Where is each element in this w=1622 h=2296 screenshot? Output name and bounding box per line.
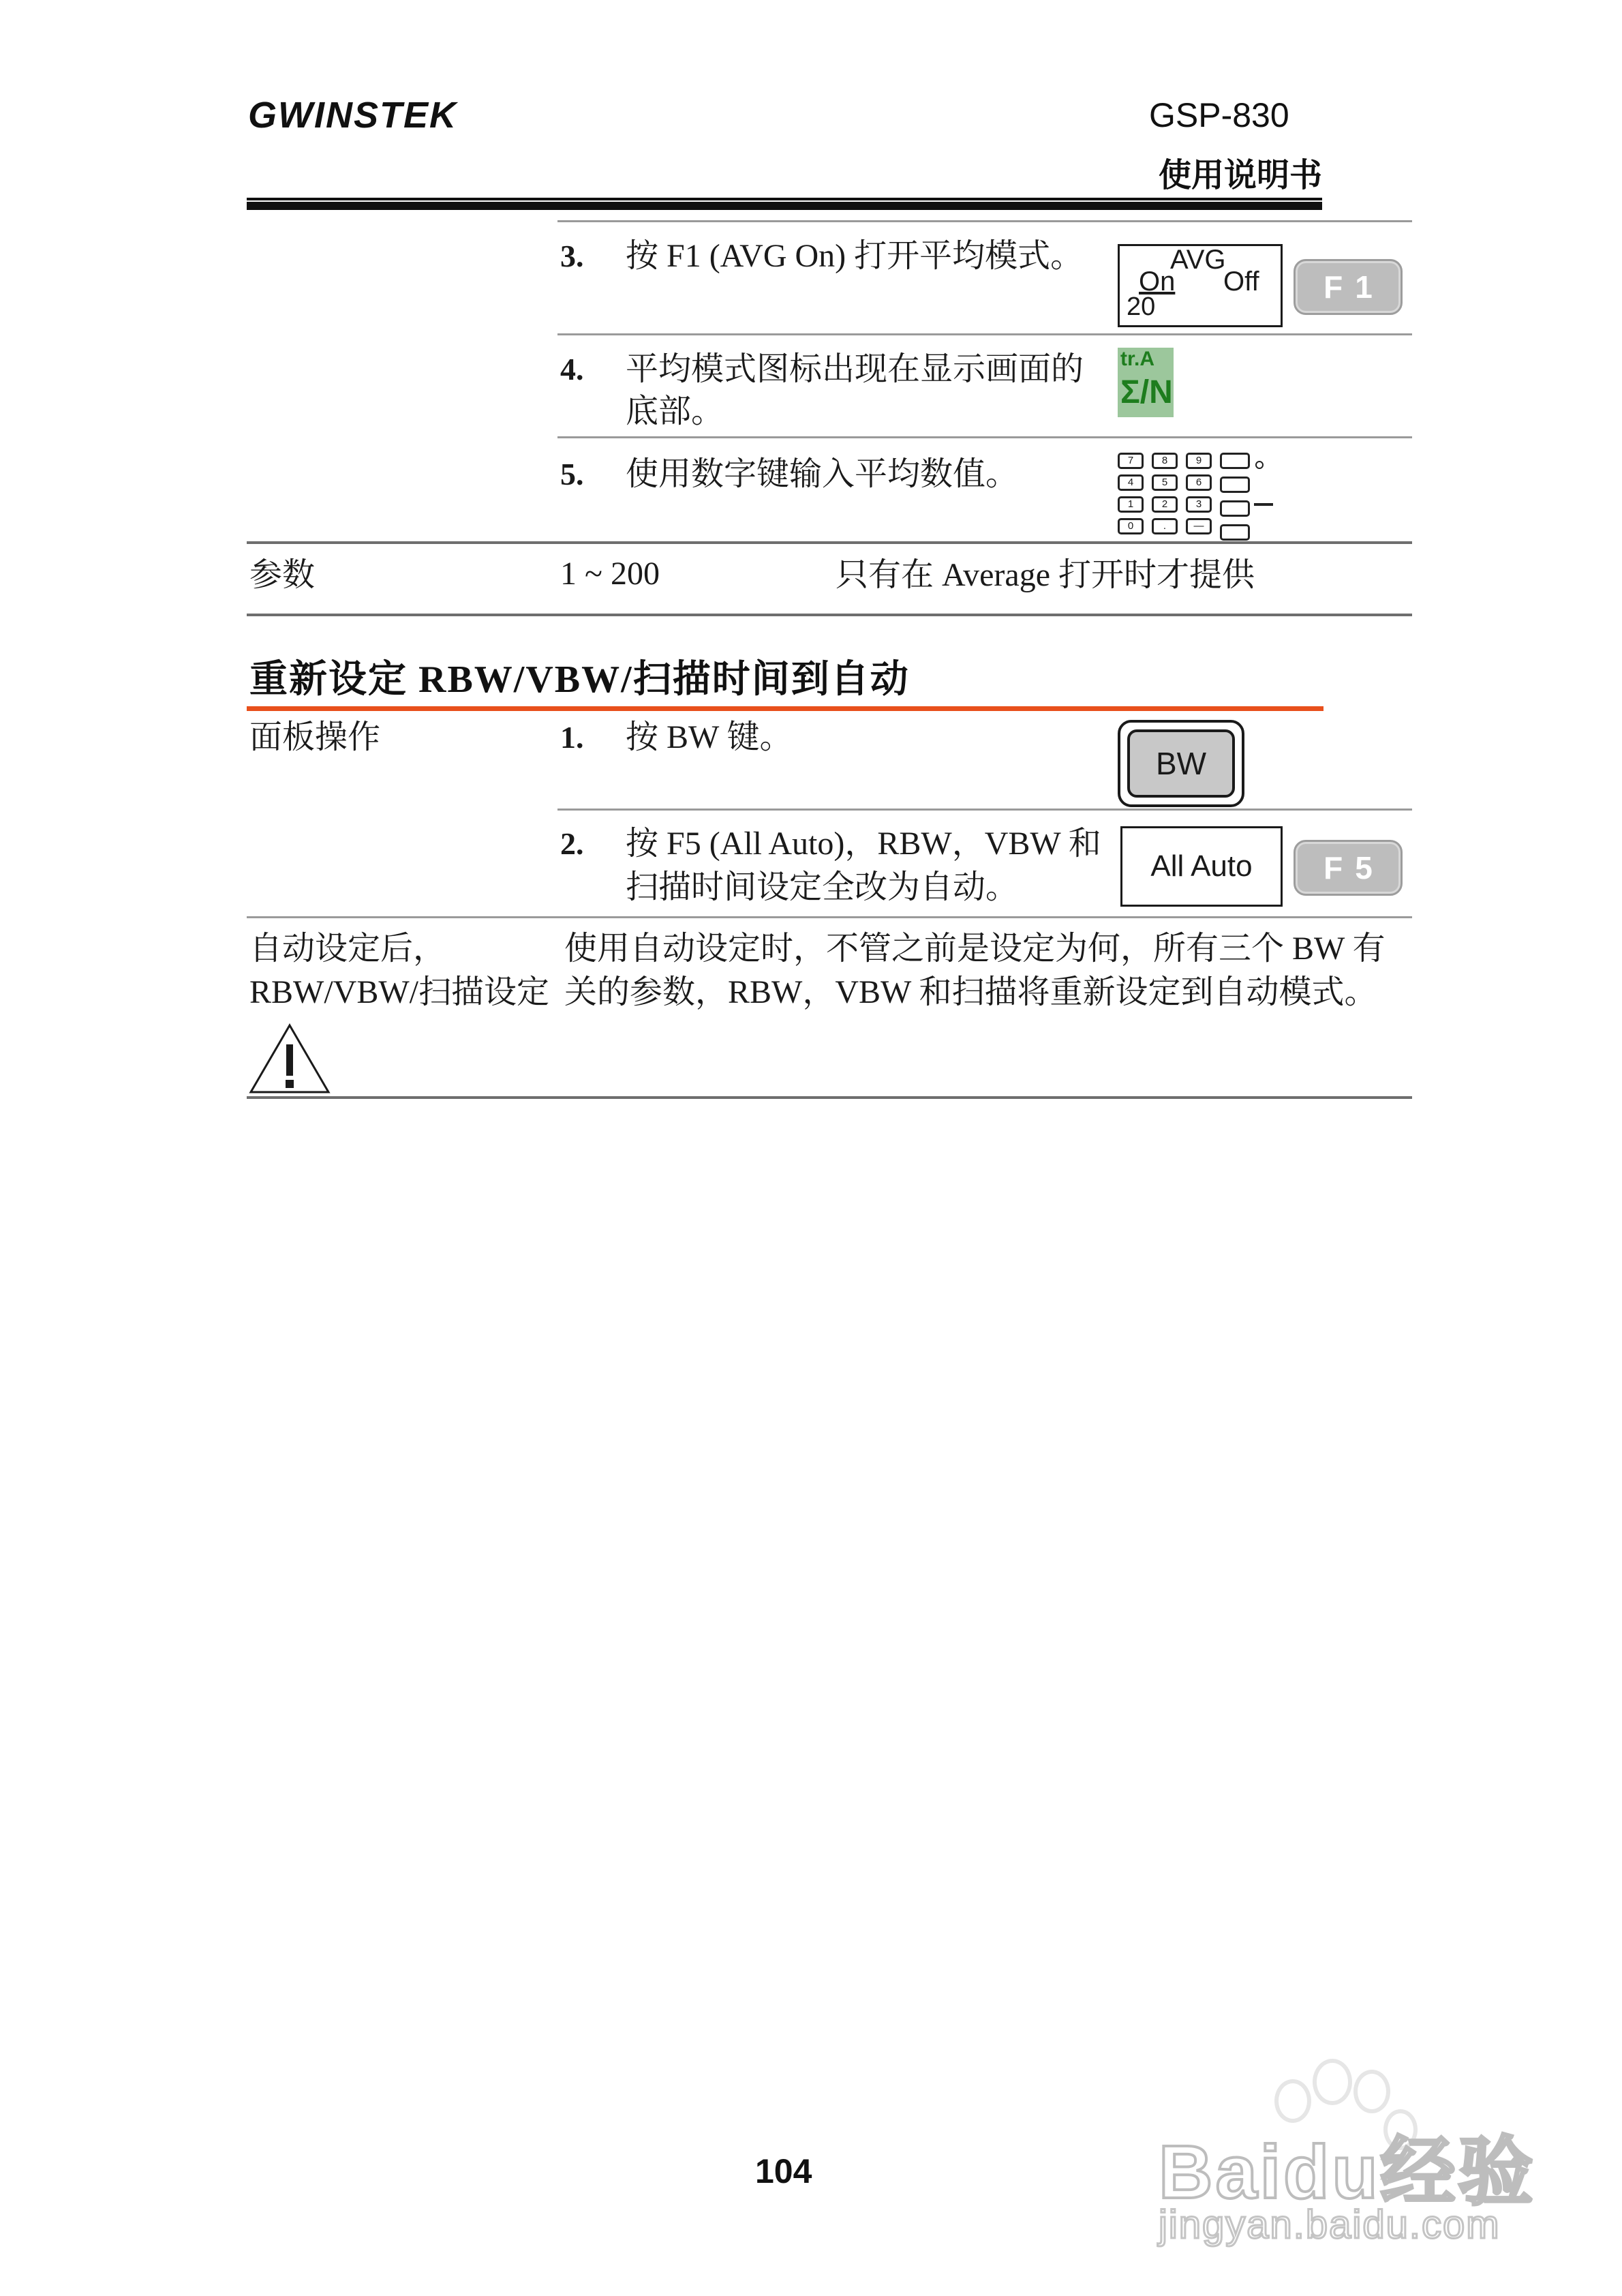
keypad-key: 4 [1118,474,1144,491]
bw-key-outer[interactable] [1118,720,1244,807]
keypad-unit-column [1220,453,1250,541]
watermark-brand: Baidu经验 [1159,2130,1536,2214]
keypad-key: 9 [1186,453,1212,469]
params-top-rule [247,541,1412,544]
note-text-line2: 关的参数，RBW，VBW 和扫描将重新设定到自动模式。 [564,974,1377,1010]
keypad-key: 2 [1152,496,1178,513]
knob-icon [1255,461,1264,469]
row-divider [557,220,1412,222]
average-mode-icon [1118,348,1174,417]
params-bottom-rule [247,614,1412,616]
header-rule-thin [247,198,1322,200]
keypad-key: 5 [1152,474,1178,491]
section-heading: 重新设定 RBW/VBW/扫描时间到自动 [249,659,910,701]
param-note: 只有在 Average 打开时才提供 [836,557,1255,593]
keypad-key: 1 [1118,496,1144,513]
brand-logo: GWINSTEK [248,95,457,136]
avg-value: 20 [1127,292,1156,321]
row-divider [557,333,1412,335]
keypad-key: . [1152,518,1178,534]
panel-operation-label: 面板操作 [249,719,381,755]
note-text-line1: 使用自动设定时，不管之前是设定为何，所有三个 BW 有 [564,931,1386,967]
average-icon-symbol: Σ/N [1120,374,1173,410]
header-rule-thick [247,202,1322,210]
param-range: 1 ~ 200 [560,556,660,592]
step-number: 4. [560,352,584,387]
note-label-line1: 自动设定后， [249,931,446,967]
step-text: 使用数字键输入平均数值。 [626,456,1019,492]
bw-key[interactable]: BW [1127,729,1235,798]
f1-button[interactable]: F1 [1294,259,1403,315]
step-number: 2. [560,826,584,861]
unit-key [1220,524,1250,541]
all-auto-softkey[interactable]: All Auto [1120,826,1283,907]
model-name: GSP-830 [1149,96,1289,134]
numeric-keypad-icon [1118,453,1274,537]
avg-softkey[interactable] [1118,244,1283,327]
section-heading-rule [247,706,1323,711]
avg-softkey-title: AVG [1170,245,1226,275]
note-label-line2: RBW/VBW/扫描设定 [249,974,549,1010]
manual-title: 使用说明书 [1159,157,1323,194]
warning-icon [248,1023,331,1095]
page-number: 104 [755,2152,812,2190]
note-top-rule [247,916,1412,918]
keypad-key: — [1186,518,1212,534]
avg-on-label: On [1139,267,1176,297]
unit-key [1220,500,1250,517]
step-text-line1: 平均模式图标出现在显示画面的 [626,351,1084,387]
step-number: 3. [560,239,584,273]
keypad-key: 7 [1118,453,1144,469]
step-text-line2: 扫描时间设定全改为自动。 [626,869,1019,905]
step-number: 5. [560,457,584,492]
unit-key [1220,453,1250,469]
keypad-key: 0 [1118,518,1144,534]
step-number: 1. [560,720,584,755]
average-icon-top: tr.A [1120,348,1155,370]
step-text: 按 BW 键。 [626,719,793,755]
watermark-url: jingyan.baidu.com [1159,2203,1501,2247]
unit-key [1220,477,1250,493]
note-bottom-rule [247,1096,1412,1099]
avg-off-label: Off [1223,267,1259,297]
row-divider [557,809,1412,811]
step-text-line1: 按 F5 (All Auto)，RBW，VBW 和 [626,826,1101,862]
keypad-key: 8 [1152,453,1178,469]
step-text: 按 F1 (AVG On) 打开平均模式。 [626,238,1084,274]
step-text-line2: 底部。 [626,393,724,429]
enter-arrow-icon [1254,503,1273,506]
row-divider [557,436,1412,438]
keypad-key: 6 [1186,474,1212,491]
keypad-key: 3 [1186,496,1212,513]
param-label: 参数 [249,557,316,593]
f5-button[interactable]: F5 [1294,840,1403,896]
